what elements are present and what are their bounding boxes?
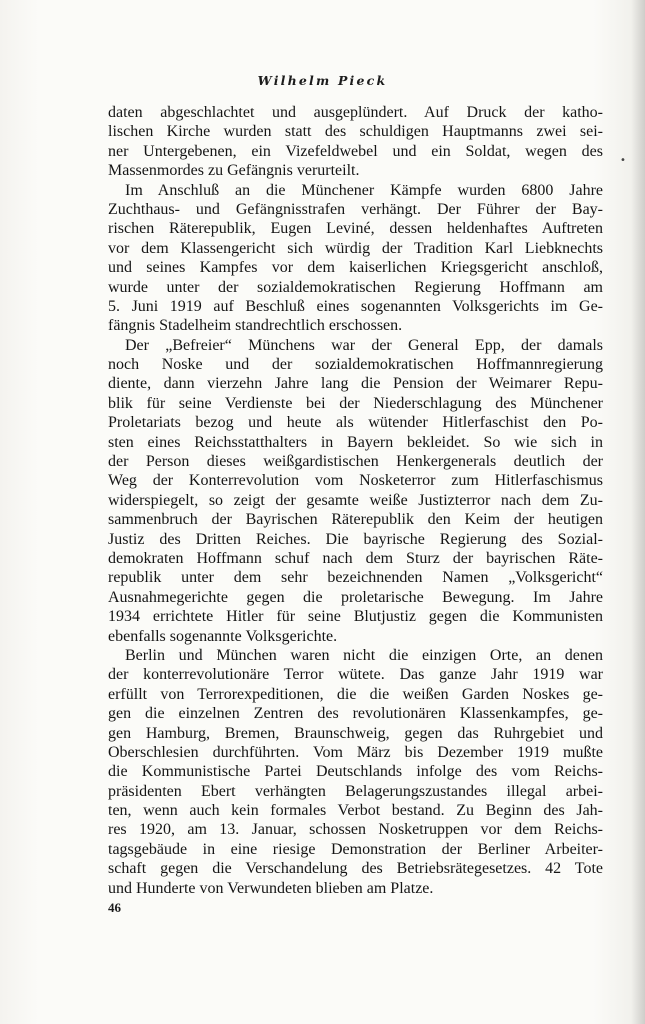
text-line: lischen Kirche wurden statt des schuldigen Hauptmanns zwei sei- (108, 123, 603, 141)
text-line: demokraten Hoffmann schuf nach dem Sturz der bayrischen Räte- (108, 549, 603, 567)
text-line: republik unter dem sehr bezeichnenden Namen „Volksgericht“ (108, 569, 603, 587)
text-line: Weg der Konterrevolution vom Nosketerror zum Hitlerfaschismus (108, 472, 603, 490)
text-line: noch Noske und der sozialdemokratischen Hoffmannregierung (108, 356, 603, 374)
text-line: die Kommunistische Partei Deutschlands infolge des vom Reichs- (108, 763, 603, 781)
text-line: und Hunderte von Verwundeten blieben am Platze. (108, 879, 434, 897)
text-line: Der „Befreier“ Münchens war der General Epp, der damals (125, 336, 603, 354)
paragraph (108, 646, 603, 898)
running-head: Wilhelm Pieck (257, 73, 388, 88)
text-line: Massenmordes zu Gefängnis verurteilt. (108, 162, 360, 180)
paragraph (108, 336, 603, 646)
text-line: daten abgeschlachtet und ausgeplündert. Auf Druck der katho- (108, 104, 603, 121)
text-line: der Person dieses weißgardistischen Henkergenerals deutlich der (108, 453, 603, 471)
text-line: 1934 errichtete Hitler für seine Blutjustiz gegen die Kommunisten (108, 608, 603, 626)
text-line: vor dem Klassengericht sich würdig der Tradition Karl Liebknechts (108, 239, 603, 257)
text-line: rischen Räterepublik, Eugen Leviné, dessen heldenhaftes Auftreten (108, 220, 603, 238)
text-line: wurde unter der sozialdemokratischen Regierung Hoffmann am (108, 278, 603, 296)
text-line: ner Untergebenen, ein Vizefeldwebel und ein Soldat, wegen des (108, 142, 603, 160)
text-line: ebenfalls sogenannte Volksgerichte. (108, 627, 338, 645)
text-line: Zuchthaus- und Gefängnisstrafen verhängt. Der Führer der Bay- (108, 200, 603, 218)
text-line: Oberschlesien durchführten. Vom März bis Dezember 1919 mußte (108, 743, 603, 761)
page-edge-shadow (631, 0, 645, 1024)
text-line: Proletariats bezog und heute als wütender Hitlerfaschist den Po- (108, 414, 603, 432)
text-line: tagsgebäude in eine riesige Demonstration der Berliner Arbeiter- (108, 840, 603, 858)
paragraph (108, 103, 603, 181)
text-line: fängnis Stadelheim standrechtlich erschossen. (108, 317, 403, 335)
text-line: erfüllt von Terrorexpeditionen, die die weißen Garden Noskes ge- (108, 685, 603, 703)
text-line: Ausnahmegerichte gegen die proletarische Bewegung. Im Jahre (108, 588, 603, 606)
text-line: gen Hamburg, Bremen, Braunschweig, gegen das Ruhrgebiet und (108, 724, 603, 742)
text-line: gen die einzelnen Zentren des revolutionären Klassenkampfes, ge- (108, 705, 603, 723)
text-line: schaft gegen die Verschandelung des Betriebsrätegesetzes. 42 Tote (108, 860, 603, 878)
text-line: 5. Juni 1919 auf Beschluß eines sogenannten Volksgerichts im Ge- (108, 297, 603, 315)
text-line: blik für seine Verdienste bei der Niederschlagung des Münchener (108, 394, 603, 412)
page-number: 46 (108, 900, 121, 915)
body-text (108, 103, 603, 898)
text-line: res 1920, am 13. Januar, schossen Nosketruppen vor dem Reichs- (108, 821, 603, 839)
text-line: Berlin und München waren nicht die einzigen Orte, an denen (125, 646, 603, 664)
margin-mark: • (620, 155, 626, 166)
text-line: ten, wenn auch kein formales Verbot bestand. Zu Beginn des Jah- (108, 802, 603, 820)
text-line: der konterrevolutionäre Terror wütete. Das ganze Jahr 1919 war (108, 666, 603, 684)
text-line: diente, dann vierzehn Jahre lang die Pension der Weimarer Repu- (108, 375, 603, 393)
text-line: Im Anschluß an die Münchener Kämpfe wurden 6800 Jahre (125, 181, 603, 199)
text-line: Justiz des Dritten Reiches. Die bayrische Regierung des Sozial- (108, 530, 603, 548)
text-line: widerspiegelt, so zeigt der gesamte weiße Justizterror nach dem Zu- (108, 491, 603, 509)
paragraph (108, 181, 603, 336)
text-line: präsidenten Ebert verhängten Belagerungszustandes illegal arbei- (108, 782, 603, 800)
text-line: sten eines Reichsstatthalters in Bayern bekleidet. So wie sich in (108, 433, 603, 451)
text-line: und seines Kampfes vor dem kaiserlichen Kriegsgericht anschloß, (108, 259, 603, 277)
text-line: sammenbruch der Bayrischen Räterepublik den Keim der heutigen (108, 511, 603, 529)
